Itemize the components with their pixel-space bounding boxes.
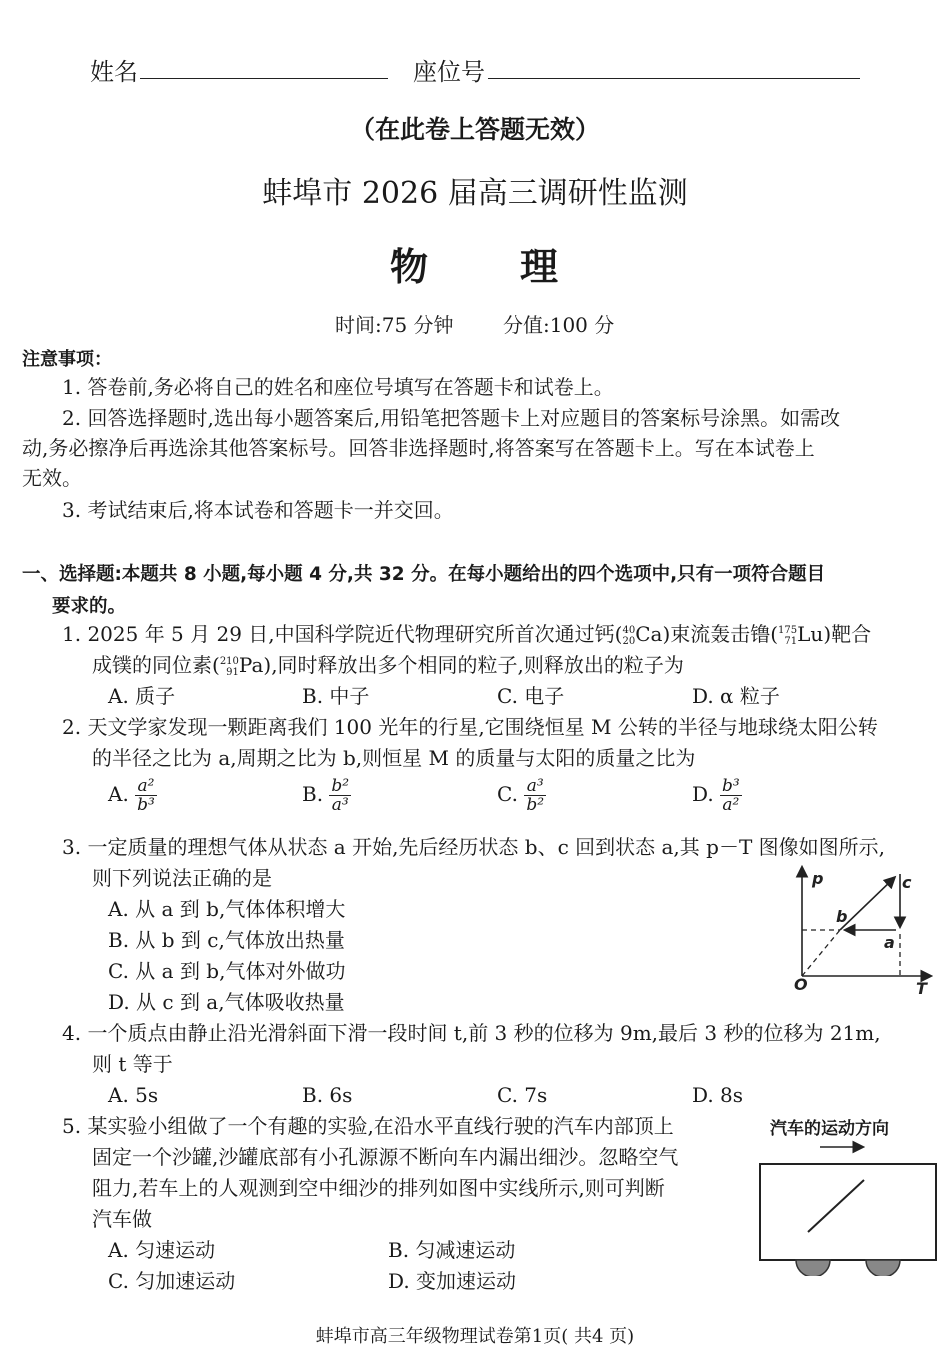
question-1-cont	[92, 652, 684, 678]
q4-option-d: D. 8s	[692, 1083, 744, 1107]
q2-c-num: a³	[524, 777, 546, 796]
q2-a-den: b³	[137, 795, 155, 815]
name-blank	[140, 78, 388, 79]
instruction-item-2-end: 无效。	[22, 466, 82, 490]
q5-option-a: A. 匀速运动	[108, 1238, 216, 1262]
q3-option-a: A. 从 a 到 b,气体体积增大	[108, 897, 346, 921]
question-3: 3. 一定质量的理想气体从状态 a 开始,先后经历状态 b、c 回到状态 a,其 p－T 图像如图所示,	[62, 835, 886, 859]
ca-symbol: Ca	[635, 622, 663, 646]
q1-text-c: )靶合	[823, 622, 872, 646]
q2-b-label: B.	[302, 782, 324, 806]
q1-option-d: D. α 粒子	[692, 684, 780, 708]
q2-d-label: D.	[692, 782, 714, 806]
q2-option-c	[497, 777, 546, 814]
question-1	[62, 621, 871, 647]
lu-symbol: Lu	[797, 622, 824, 646]
q5-option-d: D. 变加速运动	[388, 1269, 517, 1293]
q2-c-fraction	[524, 777, 546, 814]
instruction-item-3: 3. 考试结束后,将本试卷和答题卡一并交回。	[62, 498, 454, 522]
q2-b-num: b²	[331, 776, 350, 796]
page-footer: 蚌埠市高三年级物理试卷第1页( 共4 页)	[315, 1326, 635, 1347]
car-wheel-left	[796, 1260, 830, 1276]
lutetium-nuclide	[778, 621, 823, 647]
q1-text-e: ),同时释放出多个相同的粒子,则释放出的粒子为	[263, 653, 684, 677]
protactinium-nuclide	[220, 652, 264, 678]
subject-char-2: 理	[520, 244, 559, 289]
graph-O-label: O	[794, 975, 808, 994]
question-3-cont: 则下列说法正确的是	[92, 866, 272, 890]
q2-a-label: A.	[108, 782, 129, 806]
question-5-cont-1: 固定一个沙罐,沙罐底部有小孔源源不断向车内漏出细沙。忽略空气	[92, 1145, 679, 1169]
question-5: 5. 某实验小组做了一个有趣的实验,在沿水平直线行驶的汽车内部顶上	[62, 1114, 674, 1138]
section-heading: 一、选择题:本题共 8 小题,每小题 4 分,共 32 分。在每小题给出的四个选项中,只有一项符合题目	[22, 564, 826, 585]
question-5-cont-2: 阻力,若车上的人观测到空中细沙的排列如图中实线所示,则可判断	[92, 1176, 665, 1200]
arrow-b-to-c	[840, 878, 894, 930]
q3-option-c: C. 从 a 到 b,气体对外做功	[108, 959, 346, 983]
question-4: 4. 一个质点由静止沿光滑斜面下滑一段时间 t,前 3 秒的位移为 9m,最后 3 秒的位移为 21m,	[62, 1021, 881, 1045]
question-2: 2. 天文学家发现一颗距离我们 100 光年的行星,它围绕恒星 M 公转的半径与地球绕太阳公转	[62, 715, 878, 739]
graph-a-label: a	[884, 933, 895, 952]
score-info: 分值:100 分	[503, 313, 615, 337]
question-4-cont: 则 t 等于	[92, 1052, 173, 1076]
graph-p-label: p	[812, 869, 824, 888]
seat-blank	[488, 78, 860, 79]
car-wheel-right	[866, 1260, 900, 1276]
graph-T-label: T	[916, 979, 927, 998]
q2-c-label: C.	[497, 782, 518, 806]
q2-c-den: b²	[526, 795, 545, 815]
invalid-notice: （在此卷上答题无效）	[349, 115, 600, 144]
q5-option-c: C. 匀加速运动	[108, 1269, 236, 1293]
subject-char-1: 物	[390, 244, 429, 289]
q4-option-b: B. 6s	[302, 1083, 353, 1107]
q1-text-a: 1. 2025 年 5 月 29 日,中国科学院近代物理研究所首次通过钙(	[62, 622, 623, 646]
car-figure	[750, 1134, 940, 1276]
calcium-nuclide	[622, 621, 662, 647]
exam-title: 蚌埠市 2026 届高三调研性监测	[262, 176, 688, 211]
car-direction-caption: 汽车的运动方向	[770, 1119, 889, 1139]
q2-d-den: a²	[722, 795, 740, 815]
pa-mass: 210	[219, 655, 239, 667]
ca-mass: 40	[622, 624, 636, 636]
time-info: 时间:75 分钟	[335, 313, 454, 337]
pt-graph	[780, 860, 940, 1000]
sand-line	[808, 1180, 864, 1232]
instruction-item-2-cont: 动,务必擦净后再选涂其他答案标号。回答非选择题时,将答案写在答题卡上。写在本试卷上	[22, 436, 815, 460]
q2-b-fraction	[329, 777, 351, 814]
q2-b-den: a³	[331, 795, 349, 815]
q1-text-b: )束流轰击镥(	[662, 622, 779, 646]
question-2-cont: 的半径之比为 a,周期之比为 b,则恒星 M 的质量与太阳的质量之比为	[92, 746, 696, 770]
q3-option-b: B. 从 b 到 c,气体放出热量	[108, 928, 345, 952]
q1-text-d: 成镤的同位素(	[92, 653, 220, 677]
q2-option-b	[302, 777, 351, 814]
car-body	[760, 1164, 936, 1260]
instruction-item-1: 1. 答卷前,务必将自己的姓名和座位号填写在答题卡和试卷上。	[62, 375, 614, 399]
q2-option-d	[692, 777, 742, 814]
question-5-cont-3: 汽车做	[92, 1207, 152, 1231]
instructions-title: 注意事项：	[22, 349, 112, 370]
q2-d-fraction	[720, 777, 742, 814]
dashed-origin-line	[802, 930, 840, 976]
lu-atomic-number: 71	[784, 635, 798, 647]
q2-d-num: b³	[722, 776, 740, 796]
pa-symbol: Pa	[238, 653, 264, 677]
section-heading-cont: 要求的。	[52, 596, 127, 617]
graph-c-label: c	[902, 873, 912, 892]
q1-option-a: A. 质子	[108, 684, 176, 708]
q4-option-c: C. 7s	[497, 1083, 548, 1107]
q2-option-a	[108, 777, 157, 814]
name-label: 姓名	[90, 58, 138, 86]
q2-a-num: a²	[135, 777, 157, 796]
instruction-item-2: 2. 回答选择题时,选出每小题答案后,用铅笔把答题卡上对应题目的答案标号涂黑。如需改	[62, 406, 841, 430]
q1-option-b: B. 中子	[302, 684, 370, 708]
q5-option-b: B. 匀减速运动	[388, 1238, 516, 1262]
q2-a-fraction	[135, 777, 157, 814]
q4-option-a: A. 5s	[108, 1083, 159, 1107]
ca-atomic-number: 20	[622, 635, 636, 647]
pa-atomic-number: 91	[226, 666, 239, 678]
q1-option-c: C. 电子	[497, 684, 565, 708]
lu-mass: 175	[778, 624, 798, 636]
seat-label: 座位号	[413, 58, 485, 86]
q3-option-d: D. 从 c 到 a,气体吸收热量	[108, 990, 345, 1014]
graph-b-label: b	[836, 907, 848, 926]
